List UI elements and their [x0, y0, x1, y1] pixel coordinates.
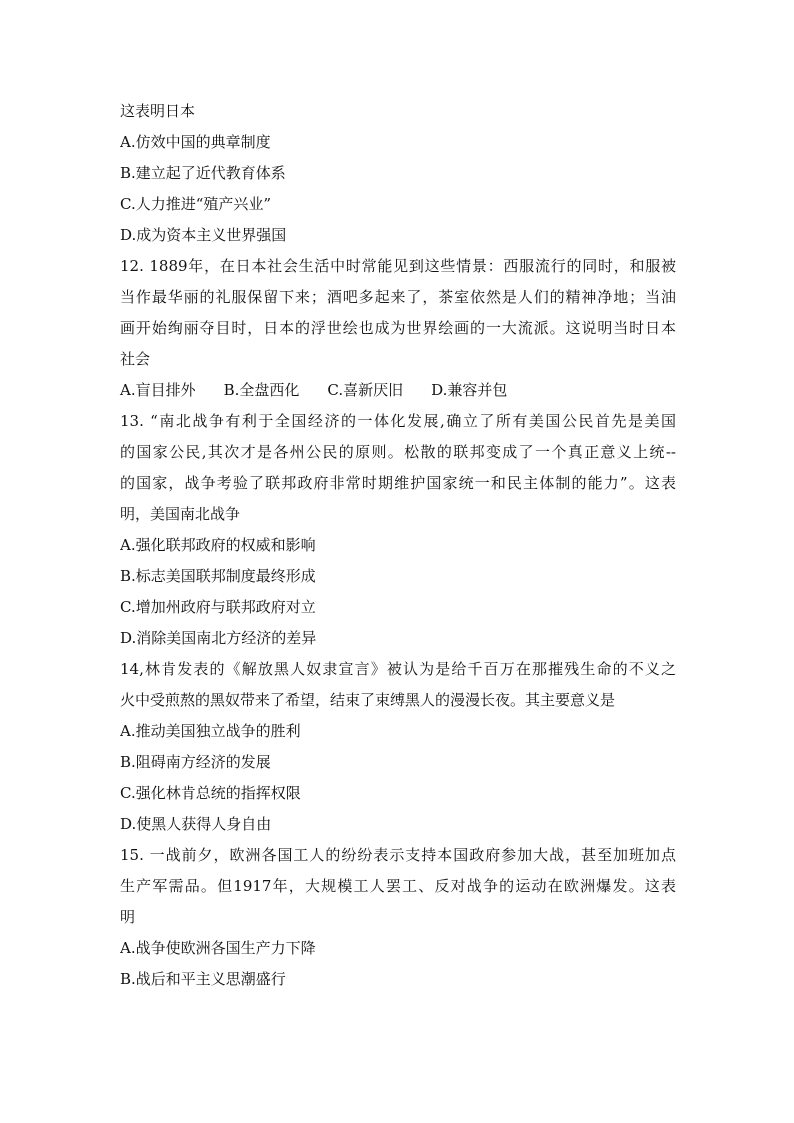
q12-stem-line-2: 当作最华丽的礼服保留下来；酒吧多起来了，茶室依然是人们的精神净地；当油	[120, 288, 676, 306]
question-content	[120, 96, 676, 995]
q11-stem-tail: 这表明日本	[120, 102, 196, 120]
q12-option-a: A.盲目排外	[120, 381, 196, 399]
q15-stem-line-3: 明	[120, 908, 136, 926]
q12-stem-line-3: 画开始绚丽夺目时，日本的浮世绘也成为世界绘画的一大流派。这说明当时日本	[120, 319, 676, 337]
q13-stem-line-2: 的国家公民,其次才是各州公民的原则。松散的联邦变成了一个真正意义上统--	[120, 443, 676, 461]
q15-option-b: B.战后和平主义思潮盛行	[120, 970, 286, 988]
q15-option-a: A.战争使欧洲各国生产力下降	[120, 939, 316, 957]
q14-stem-line-1: 14,林肯发表的《解放黑人奴隶宣言》被认为是给千百万在那摧残生命的不义之	[120, 660, 676, 678]
q11-option-b: B.建立起了近代教育体系	[120, 164, 286, 182]
q15-stem-line-2: 生产军需品。但1917年，大规模工人罢工、反对战争的运动在欧洲爆发。这表	[120, 877, 676, 895]
q13-option-a: A.强化联邦政府的权威和影响	[120, 536, 316, 554]
q14-option-d: D.使黑人获得人身自由	[120, 815, 272, 833]
q13-stem-line-4: 明，美国南北战争	[120, 505, 241, 523]
q14-stem-line-2: 火中受煎熬的黑奴带来了希望，结束了束缚黑人的漫漫长夜。其主要意义是	[120, 691, 616, 709]
q15-stem-line-1: 15. 一战前夕，欧洲各国工人的纷纷表示支持本国政府参加大战，甚至加班加点	[120, 846, 676, 864]
q14-option-c: C.强化林肯总统的指挥权限	[120, 784, 301, 802]
q12-options-row	[120, 375, 676, 406]
q11-option-d: D.成为资本主义世界强国	[120, 226, 287, 244]
q14-option-a: A.推动美国独立战争的胜利	[120, 722, 301, 740]
q12-stem-line-1: 12. 1889年，在日本社会生活中时常能见到这些情景：西服流行的同时，和服被	[120, 257, 676, 275]
q13-option-d: D.消除美国南北方经济的差异	[120, 629, 317, 647]
q13-stem-line-1: 13. “南北战争有利于全国经济的一体化发展,确立了所有美国公民首先是美国	[120, 412, 676, 430]
q13-option-b: B.标志美国联邦制度最终形成	[120, 567, 316, 585]
q12-option-c: C.喜新厌旧	[327, 381, 404, 399]
q12-option-b: B.全盘西化	[223, 381, 300, 399]
q12-option-d: D.兼容并包	[431, 381, 508, 399]
q14-option-b: B.阻碍南方经济的发展	[120, 753, 271, 771]
q13-stem-line-3: 的国家，战争考验了联邦政府非常时期维护国家统一和民主体制的能力”。这表	[120, 474, 676, 492]
q13-option-c: C.增加州政府与联邦政府对立	[120, 598, 316, 616]
q11-option-c: C.人力推进“殖产兴业”	[120, 195, 272, 213]
q12-stem-line-4: 社会	[120, 350, 151, 368]
q11-option-a: A.仿效中国的典章制度	[120, 133, 271, 151]
